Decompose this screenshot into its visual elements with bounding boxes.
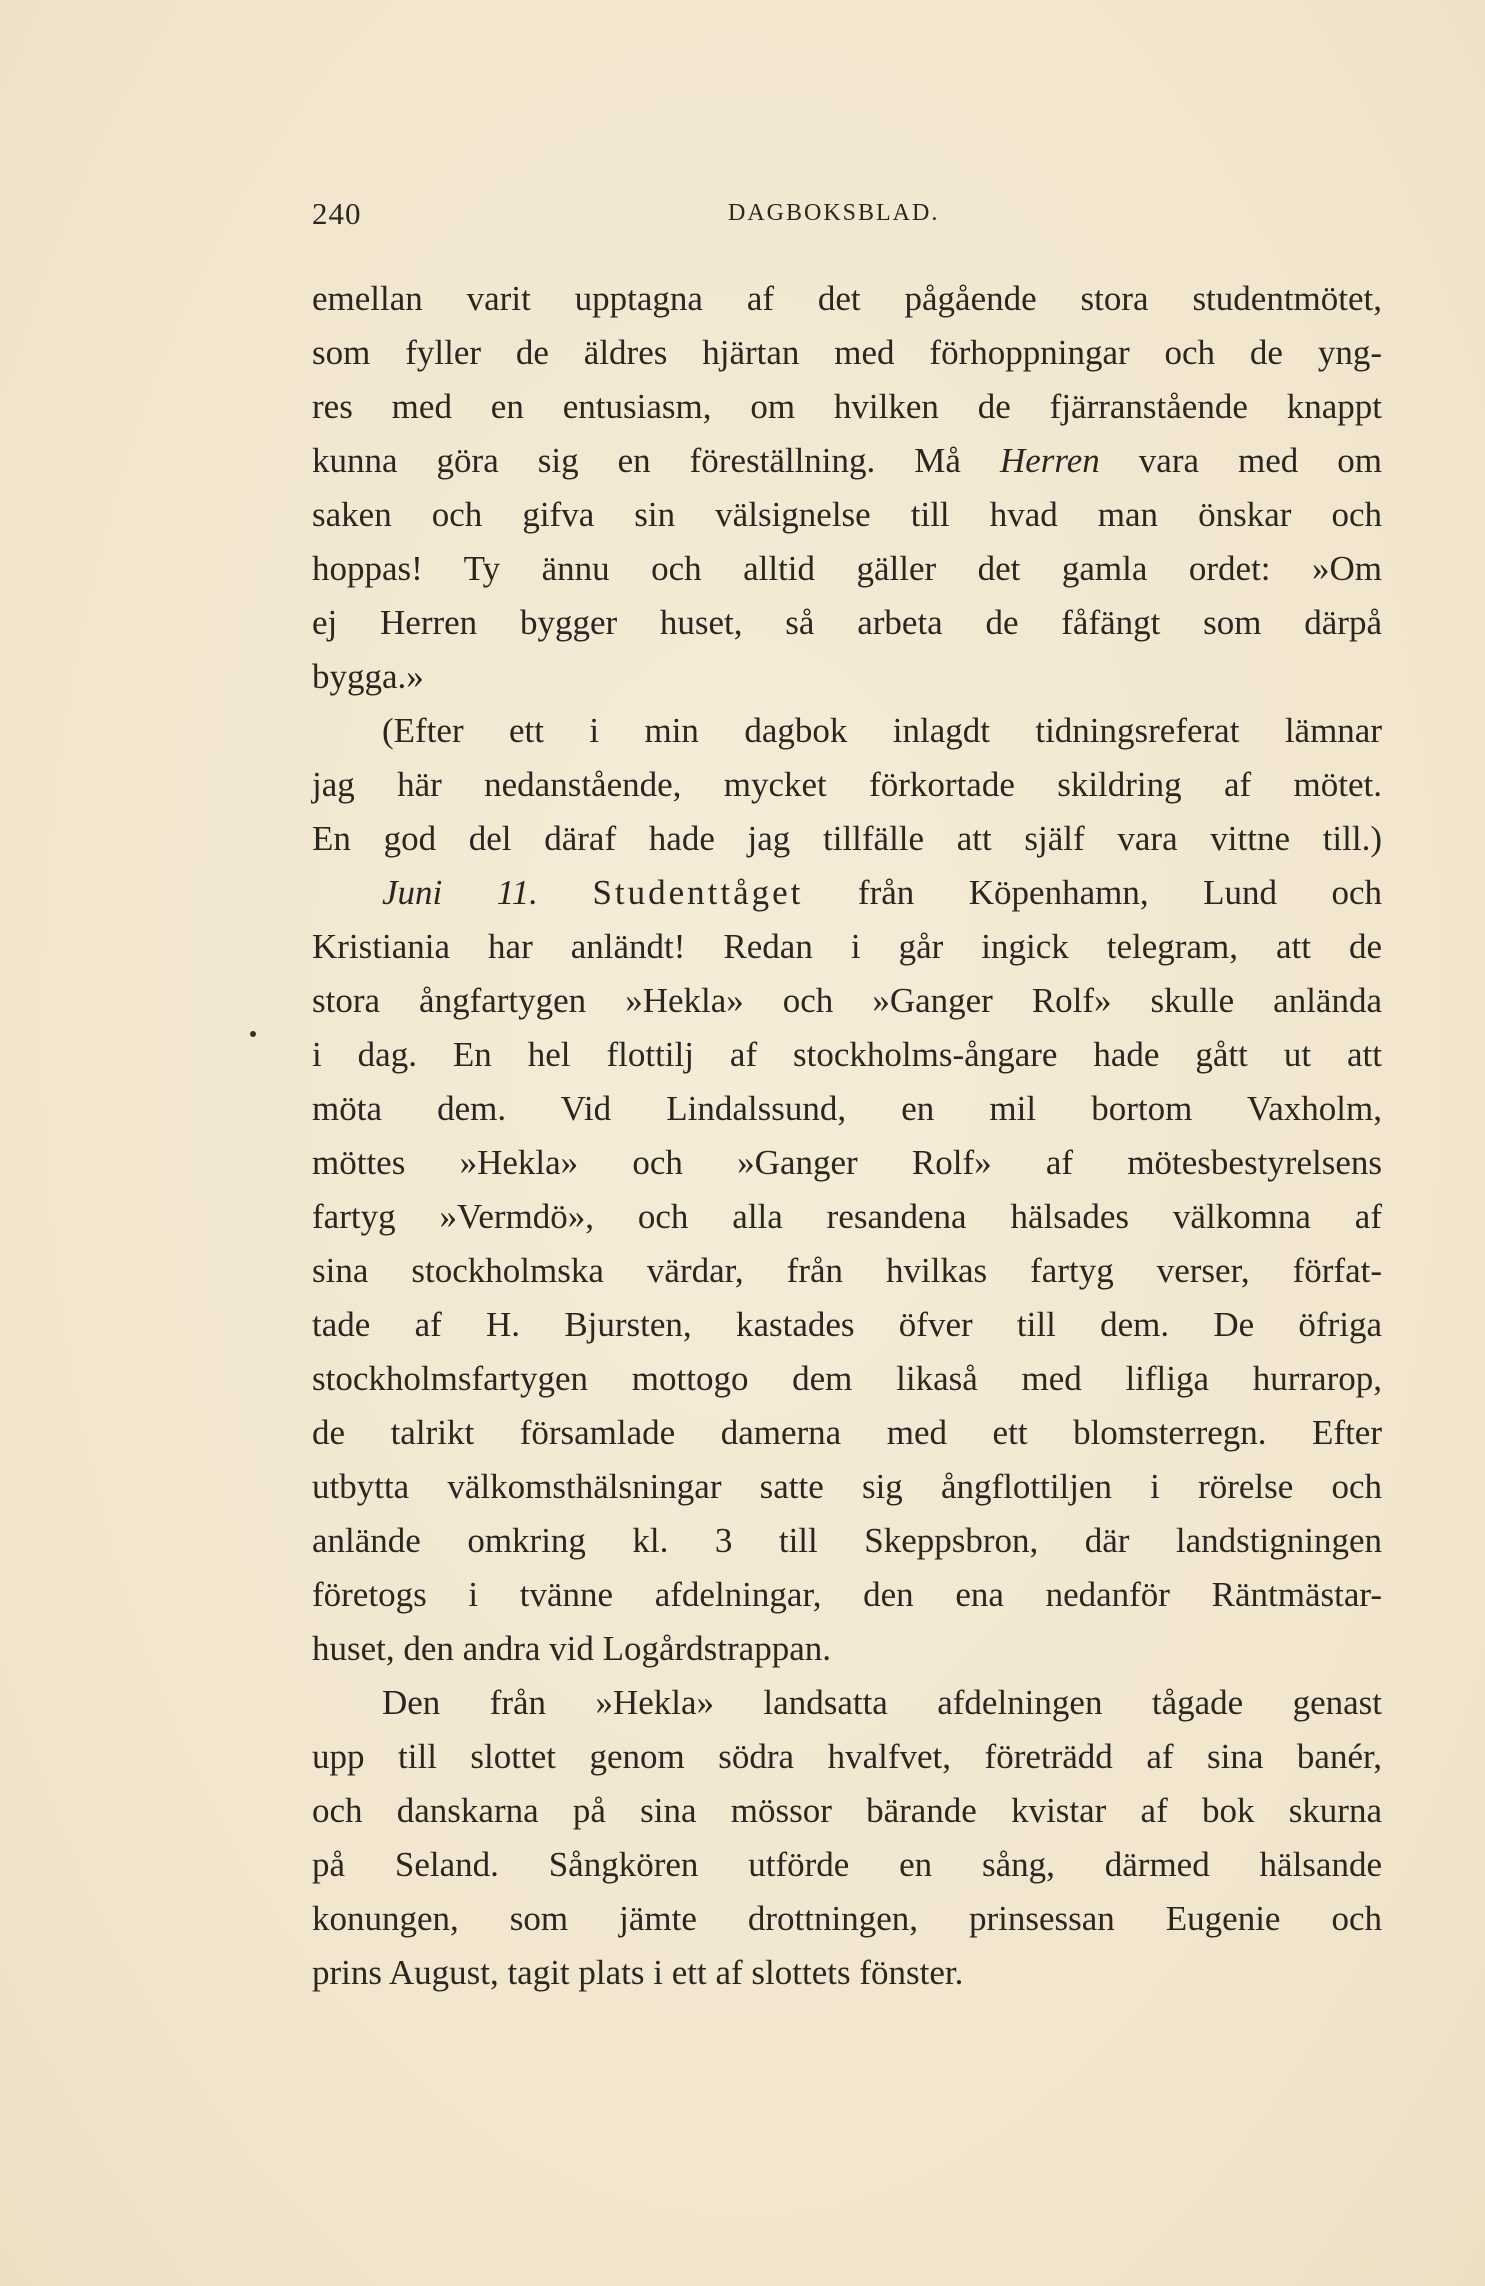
text-line	[312, 866, 1382, 920]
text-segment: Må	[914, 441, 961, 480]
text-line: upp till slottet genom södra hvalfvet, företrädd af sina banér,	[312, 1737, 1382, 1776]
text-line: ej Herren bygger huset, så arbeta de fåfängt som därpå	[312, 603, 1382, 642]
text-line: som fyller de äldres hjärtan med förhoppningar och de yng-	[312, 333, 1382, 372]
text-line: bygga.»	[312, 657, 424, 696]
text-segment: kunna göra sig en föreställning.	[312, 441, 876, 480]
text-line: tade af H. Bjursten, kastades öfver till dem. De öfriga	[312, 1305, 1382, 1344]
text-line: Den från »Hekla» landsatta afdelningen tågade genast	[382, 1683, 1382, 1722]
text-line: (Efter ett i min dagbok inlagdt tidningsreferat lämnar	[382, 711, 1382, 750]
text-line: stora ångfartygen »Hekla» och »Ganger Rolf» skulle anlända	[312, 981, 1382, 1020]
text-line: prins August, tagit plats i ett af slottets fönster.	[312, 1953, 964, 1992]
text-line: på Seland. Sångkören utförde en sång, därmed hälsande	[312, 1845, 1382, 1884]
margin-mark	[250, 1031, 256, 1037]
text-segment: från Köpenhamn, Lund och	[857, 873, 1383, 912]
running-head: DAGBOKSBLAD.	[728, 200, 940, 226]
text-line: möttes »Hekla» och »Ganger Rolf» af mötesbestyrelsens	[312, 1143, 1382, 1182]
text-line: och danskarna på sina mössor bärande kvistar af bok skurna	[312, 1791, 1382, 1830]
text-line: konungen, som jämte drottningen, prinsessan Eugenie och	[312, 1899, 1382, 1938]
spaced-word: Studenttåget	[592, 873, 804, 912]
text-line: fartyg »Vermdö», och alla resandena hälsades välkomna af	[312, 1197, 1382, 1236]
text-line: sina stockholmska värdar, från hvilkas fartyg verser, förfat-	[312, 1251, 1382, 1290]
text-line: företogs i tvänne afdelningar, den ena nedanför Räntmästar-	[312, 1575, 1382, 1614]
text-line: de talrikt församlade damerna med ett blomsterregn. Efter	[312, 1413, 1382, 1452]
text-line: i dag. En hel flottilj af stockholms-ångare hade gått ut att	[312, 1035, 1382, 1074]
text-line: saken och gifva sin välsignelse till hvad man önskar och	[312, 495, 1382, 534]
text-line: utbytta välkomsthälsningar satte sig ångflottiljen i rörelse och	[312, 1467, 1382, 1506]
text-line: huset, den andra vid Logårdstrappan.	[312, 1629, 832, 1668]
page-header	[312, 196, 1382, 246]
text-line: jag här nedanstående, mycket förkortade skildring af mötet.	[312, 765, 1382, 804]
italic-word: Herren	[999, 441, 1100, 480]
date-label: Juni 11.	[382, 873, 538, 912]
text-line: anlände omkring kl. 3 till Skeppsbron, där landstigningen	[312, 1521, 1382, 1560]
text-line: Kristiania har anländt! Redan i går ingick telegram, att de	[312, 927, 1382, 966]
text-segment: vara med om	[1138, 441, 1383, 480]
page-number: 240	[312, 196, 362, 231]
text-line: En god del däraf hade jag tillfälle att själf vara vittne till.)	[312, 819, 1382, 858]
text-line: stockholmsfartygen mottogo dem likaså med lifliga hurrarop,	[312, 1359, 1382, 1398]
text-line	[312, 434, 1382, 488]
text-line: hoppas! Ty ännu och alltid gäller det gamla ordet: »Om	[312, 549, 1382, 588]
body-text	[312, 272, 1382, 2000]
text-line: emellan varit upptagna af det pågående stora studentmötet,	[312, 279, 1382, 318]
text-line: möta dem. Vid Lindalssund, en mil bortom Vaxholm,	[312, 1089, 1382, 1128]
text-line: res med en entusiasm, om hvilken de fjärranstående knappt	[312, 387, 1382, 426]
